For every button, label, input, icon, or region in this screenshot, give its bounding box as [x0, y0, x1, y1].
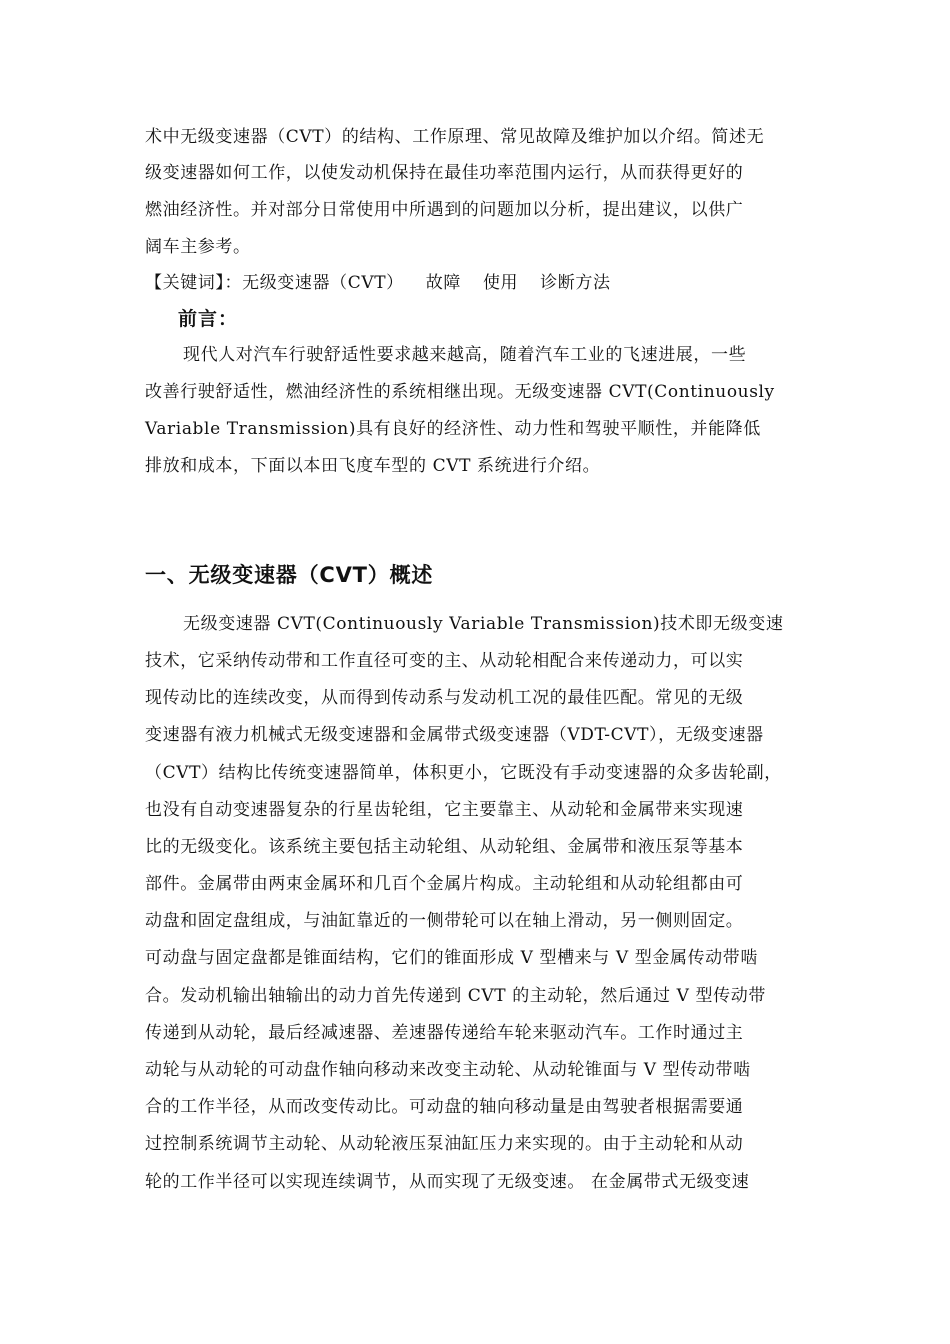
body-line: 过控制系统调节主动轮、从动轮液压泵油缸压力来实现的。由于主动轮和从动 [145, 1134, 744, 1154]
abstract-line: 阔车主参考。 [145, 237, 251, 257]
body-line: 传递到从动轮，最后经减速器、差速器传递给车轮来驱动汽车。工作时通过主 [145, 1023, 744, 1043]
body-line: 动轮与从动轮的可动盘作轴向移动来改变主动轮、从动轮锥面与 V 型传动带啮 [145, 1060, 751, 1080]
preface-line: 现代人对汽车行驶舒适性要求越来越高，随着汽车工业的飞速进展，一些 [183, 345, 747, 365]
body-line: 比的无级变化。该系统主要包括主动轮组、从动轮组、金属带和液压泵等基本 [145, 837, 744, 857]
abstract-line: 燃油经济性。并对部分日常使用中所遇到的问题加以分析，提出建议，以供广 [145, 200, 744, 220]
abstract-line: 术中无级变速器（CVT）的结构、工作原理、常见故障及维护加以介绍。简述无 [145, 127, 765, 147]
body-line: 动盘和固定盘组成，与油缸靠近的一侧带轮可以在轴上滑动，另一侧则固定。 [145, 911, 744, 931]
preface-line: 排放和成本，下面以本田飞度车型的 CVT 系统进行介绍。 [145, 456, 601, 476]
body-line: 变速器有液力机械式无级变速器和金属带式级变速器（VDT-CVT），无级变速器 [145, 725, 764, 745]
body-line: 合的工作半径，从而改变传动比。可动盘的轴向移动量是由驾驶者根据需要通 [145, 1097, 744, 1117]
body-line: （CVT）结构比传统变速器简单，体积更小，它既没有手动变速器的众多齿轮副， [145, 763, 782, 783]
preface-line: Variable Transmission)具有良好的经济性、动力性和驾驶平顺性，并能降低 [145, 419, 761, 439]
body-line: 技术，它采纳传动带和工作直径可变的主、从动轮相配合来传递动力，可以实 [145, 651, 744, 671]
body-line: 合。发动机输出轴输出的动力首先传递到 CVT 的主动轮，然后通过 V 型传动带 [145, 986, 766, 1006]
keywords-line [145, 271, 611, 295]
body-line: 无级变速器 CVT(Continuously Variable Transmission)技术即无级变速 [183, 614, 784, 634]
body-line: 也没有自动变速器复杂的行星齿轮组，它主要靠主、从动轮和金属带来实现速 [145, 800, 744, 820]
keyword-term: 故障 [425, 273, 461, 293]
section-heading: 一、无级变速器（CVT）概述 [145, 563, 434, 587]
keyword-term: 使用 [482, 273, 519, 293]
body-line: 部件。金属带由两束金属环和几百个金属片构成。主动轮组和从动轮组都由可 [145, 874, 744, 894]
body-line: 现传动比的连续改变，从而得到传动系与发动机工况的最佳匹配。常见的无级 [145, 688, 744, 708]
preface-line: 改善行驶舒适性，燃油经济性的系统相继出现。无级变速器 CVT(Continuously [145, 382, 775, 402]
keyword-term: 诊断方法 [540, 273, 611, 293]
body-line: 可动盘与固定盘都是锥面结构，它们的锥面形成 V 型槽来与 V 型金属传动带啮 [145, 948, 758, 968]
keyword-term: 无级变速器（CVT） [242, 273, 404, 293]
abstract-line: 级变速器如何工作，以使发动机保持在最佳功率范围内运行，从而获得更好的 [145, 163, 744, 183]
preface-title: 前言： [178, 308, 239, 330]
body-line: 轮的工作半径可以实现连续调节，从而实现了无级变速。 在金属带式无级变速 [145, 1172, 750, 1192]
keywords-label: 【关键词】： [145, 273, 243, 293]
